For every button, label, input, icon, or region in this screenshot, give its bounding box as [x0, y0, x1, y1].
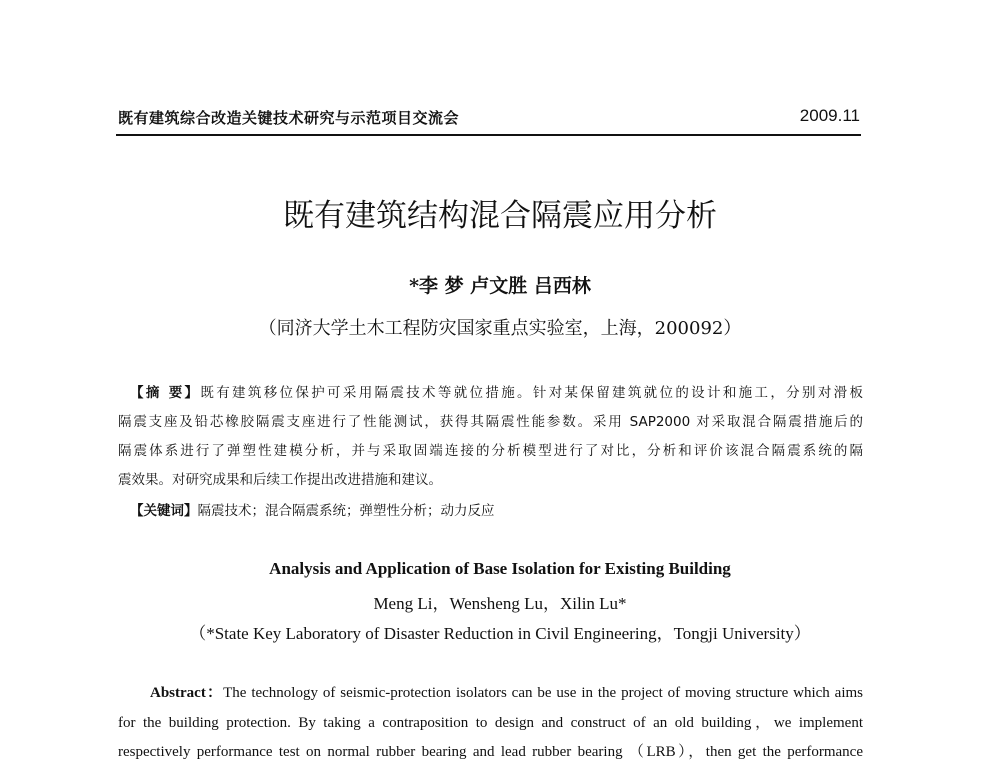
- abstract-cn-line: 隔震支座及铅芯橡胶隔震支座进行了性能测试，获得其隔震性能参数。采用 SAP2000 对采取混合隔震措施后的: [118, 414, 863, 430]
- running-header-conference: 既有建筑综合改造关键技术研究与示范项目交流会: [118, 109, 460, 127]
- abstract-cn-label: 【摘 要】: [130, 385, 201, 401]
- abstract-en-line: [118, 681, 863, 702]
- english-affiliation: （*State Key Laboratory of Disaster Reduction in Civil Engineering，Tongji University）: [189, 624, 811, 643]
- abstract-cn-line: [118, 381, 863, 401]
- authors: *李 梦 卢文胜 吕西林: [409, 275, 591, 297]
- header-rule: [116, 134, 861, 136]
- running-header-date: 2009.11: [799, 106, 860, 125]
- abstract-en-text: The technology of seismic-protection isolators can be use in the project of moving structure which aims: [223, 685, 863, 701]
- keywords-cn: [118, 499, 875, 519]
- abstract-cn-text: 既有建筑移位保护可采用隔震技术等就位措施。针对某保留建筑就位的设计和施工，分别对滑板: [200, 385, 864, 401]
- keywords-cn-label: 【关键词】: [130, 503, 198, 519]
- english-title: Analysis and Application of Base Isolation for Existing Building: [269, 559, 731, 578]
- abstract-en-line: respectively performance test on normal rubber bearing and lead rubber bearing （LRB），then get the performance: [118, 744, 863, 760]
- keywords-cn-text: 隔震技术；混合隔震系统；弹塑性分析；动力反应: [197, 503, 495, 519]
- abstract-cn-line: 震效果。对研究成果和后续工作提出改进措施和建议。: [118, 472, 442, 488]
- abstract-en-label: Abstract：: [150, 685, 224, 701]
- paper-title: 既有建筑结构混合隔震应用分析: [283, 198, 717, 234]
- abstract-cn-line: 隔震体系进行了弹塑性建模分析，并与采取固端连接的分析模型进行了对比，分析和评价该混合隔震系统的隔: [118, 443, 863, 459]
- affiliation: （同济大学土木工程防灾国家重点实验室，上海，200092）: [258, 318, 742, 339]
- english-authors: Meng Li，Wensheng Lu，Xilin Lu*: [373, 594, 627, 613]
- abstract-en-line: for the building protection. By taking a contraposition to design and construct of an old building，we implement: [118, 715, 863, 731]
